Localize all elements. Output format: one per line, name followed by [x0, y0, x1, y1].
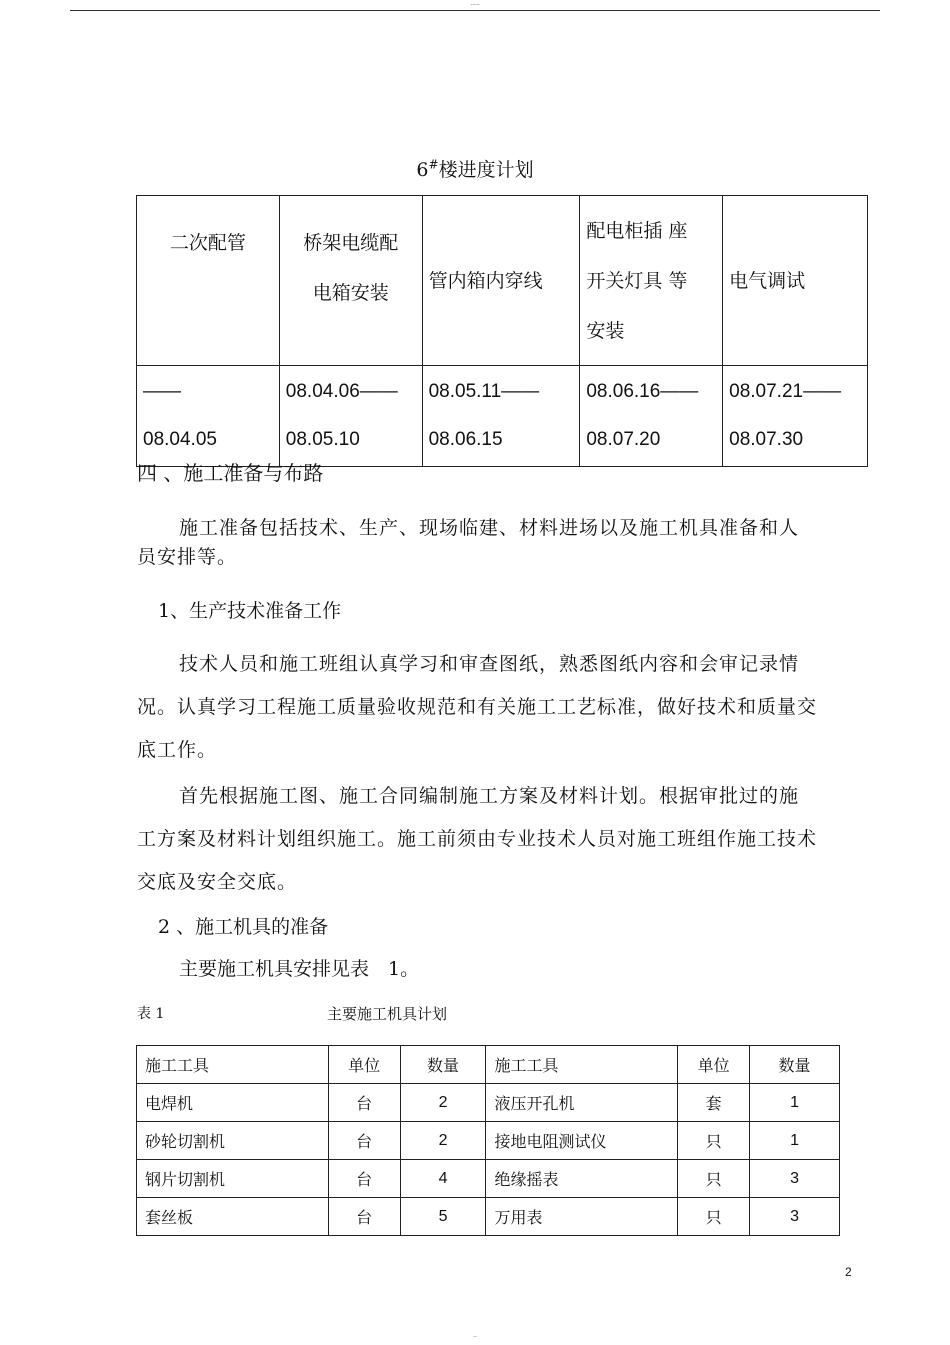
- schedule-title-prefix: 6: [416, 159, 429, 181]
- tool-name: 液压开孔机: [486, 1084, 678, 1122]
- tool-name: 电焊机: [137, 1084, 329, 1122]
- tool-name: 钢片切割机: [137, 1160, 329, 1198]
- schedule-header-cell: 配电柜插 座 开关灯具 等 安装: [580, 196, 723, 366]
- paragraph-1: 技术人员和施工班组认真学习和审查图纸，熟悉图纸内容和会审记录情况。认真学习工程施工质量验收规范和有关施工工艺标准，做好技术和质量交底工作。: [137, 653, 818, 761]
- intro-paragraph: 施工准备包括技术、生产、现场临建、材料进场以及施工机具准备和人员安排等。: [137, 517, 800, 568]
- tool-name: 套丝板: [137, 1198, 329, 1236]
- tool-name: 绝缘摇表: [486, 1160, 678, 1198]
- schedule-table: [136, 195, 868, 467]
- tool-quantity: 2: [400, 1122, 486, 1160]
- table-row: [137, 1198, 840, 1236]
- sub-heading-1: 1、生产技术准备工作: [158, 600, 342, 622]
- tool-quantity: 3: [750, 1160, 840, 1198]
- paragraph-2: 首先根据施工图、施工合同编制施工方案及材料计划。根据审批过的施工方案及材料计划组织施工。施工前须由专业技术人员对施工班组作施工技术交底及安全交底。: [137, 785, 818, 893]
- tool-unit: 台: [328, 1122, 400, 1160]
- schedule-date-cell: —— 08.04.05: [137, 366, 280, 467]
- column-header: 数量: [400, 1046, 486, 1084]
- footer-dots: ..: [473, 1332, 477, 1339]
- column-header: 施工工具: [486, 1046, 678, 1084]
- tool-quantity: 4: [400, 1160, 486, 1198]
- schedule-header-cell: 电气调试: [723, 196, 868, 366]
- tool-unit: 台: [328, 1198, 400, 1236]
- tool-unit: 套: [678, 1084, 750, 1122]
- schedule-date-cell: 08.06.16—— 08.07.20: [580, 366, 723, 467]
- column-header: 单位: [328, 1046, 400, 1084]
- tool-quantity: 3: [750, 1198, 840, 1236]
- tool-name: 接地电阻测试仪: [486, 1122, 678, 1160]
- tools-header-row: [137, 1046, 840, 1084]
- sub-heading-2: 2 、施工机具的准备: [158, 916, 329, 938]
- tool-unit: 台: [328, 1160, 400, 1198]
- schedule-title-suffix: 楼进度计划: [438, 159, 534, 181]
- tool-unit: 只: [678, 1122, 750, 1160]
- schedule-date-cell: 08.07.21—— 08.07.30: [723, 366, 868, 467]
- tool-quantity: 2: [400, 1084, 486, 1122]
- column-header: 数量: [750, 1046, 840, 1084]
- section-heading: 四 、施工准备与布路: [137, 461, 324, 485]
- tools-table: [136, 1045, 840, 1236]
- table-label: 表 1: [137, 1006, 165, 1022]
- tool-unit: 只: [678, 1198, 750, 1236]
- table-row: [137, 1084, 840, 1122]
- column-header: 单位: [678, 1046, 750, 1084]
- page-number: 2: [845, 1265, 852, 1279]
- schedule-header-row: [137, 196, 868, 366]
- paragraph-3: 主要施工机具安排见表 1。: [179, 958, 420, 980]
- tool-quantity: 5: [400, 1198, 486, 1236]
- table-row: [137, 1160, 840, 1198]
- tool-unit: 台: [328, 1084, 400, 1122]
- tool-name: 万用表: [486, 1198, 678, 1236]
- schedule-header-cell: 管内箱内穿线: [422, 196, 580, 366]
- table-title: 主要施工机具计划: [327, 1005, 448, 1023]
- header-dots: .....: [470, 0, 480, 7]
- tool-quantity: 1: [750, 1122, 840, 1160]
- schedule-date-cell: 08.04.06—— 08.05.10: [279, 366, 422, 467]
- table-row: [137, 1122, 840, 1160]
- schedule-header-cell: 二次配管: [137, 196, 280, 366]
- schedule-title-sup: #: [428, 157, 439, 172]
- tool-name: 砂轮切割机: [137, 1122, 329, 1160]
- tool-quantity: 1: [750, 1084, 840, 1122]
- header-rule: [70, 10, 880, 11]
- tool-unit: 只: [678, 1160, 750, 1198]
- schedule-date-cell: 08.05.11—— 08.06.15: [422, 366, 580, 467]
- schedule-header-cell: 桥架电缆配 电箱安装: [279, 196, 422, 366]
- schedule-title: [0, 155, 950, 182]
- column-header: 施工工具: [137, 1046, 329, 1084]
